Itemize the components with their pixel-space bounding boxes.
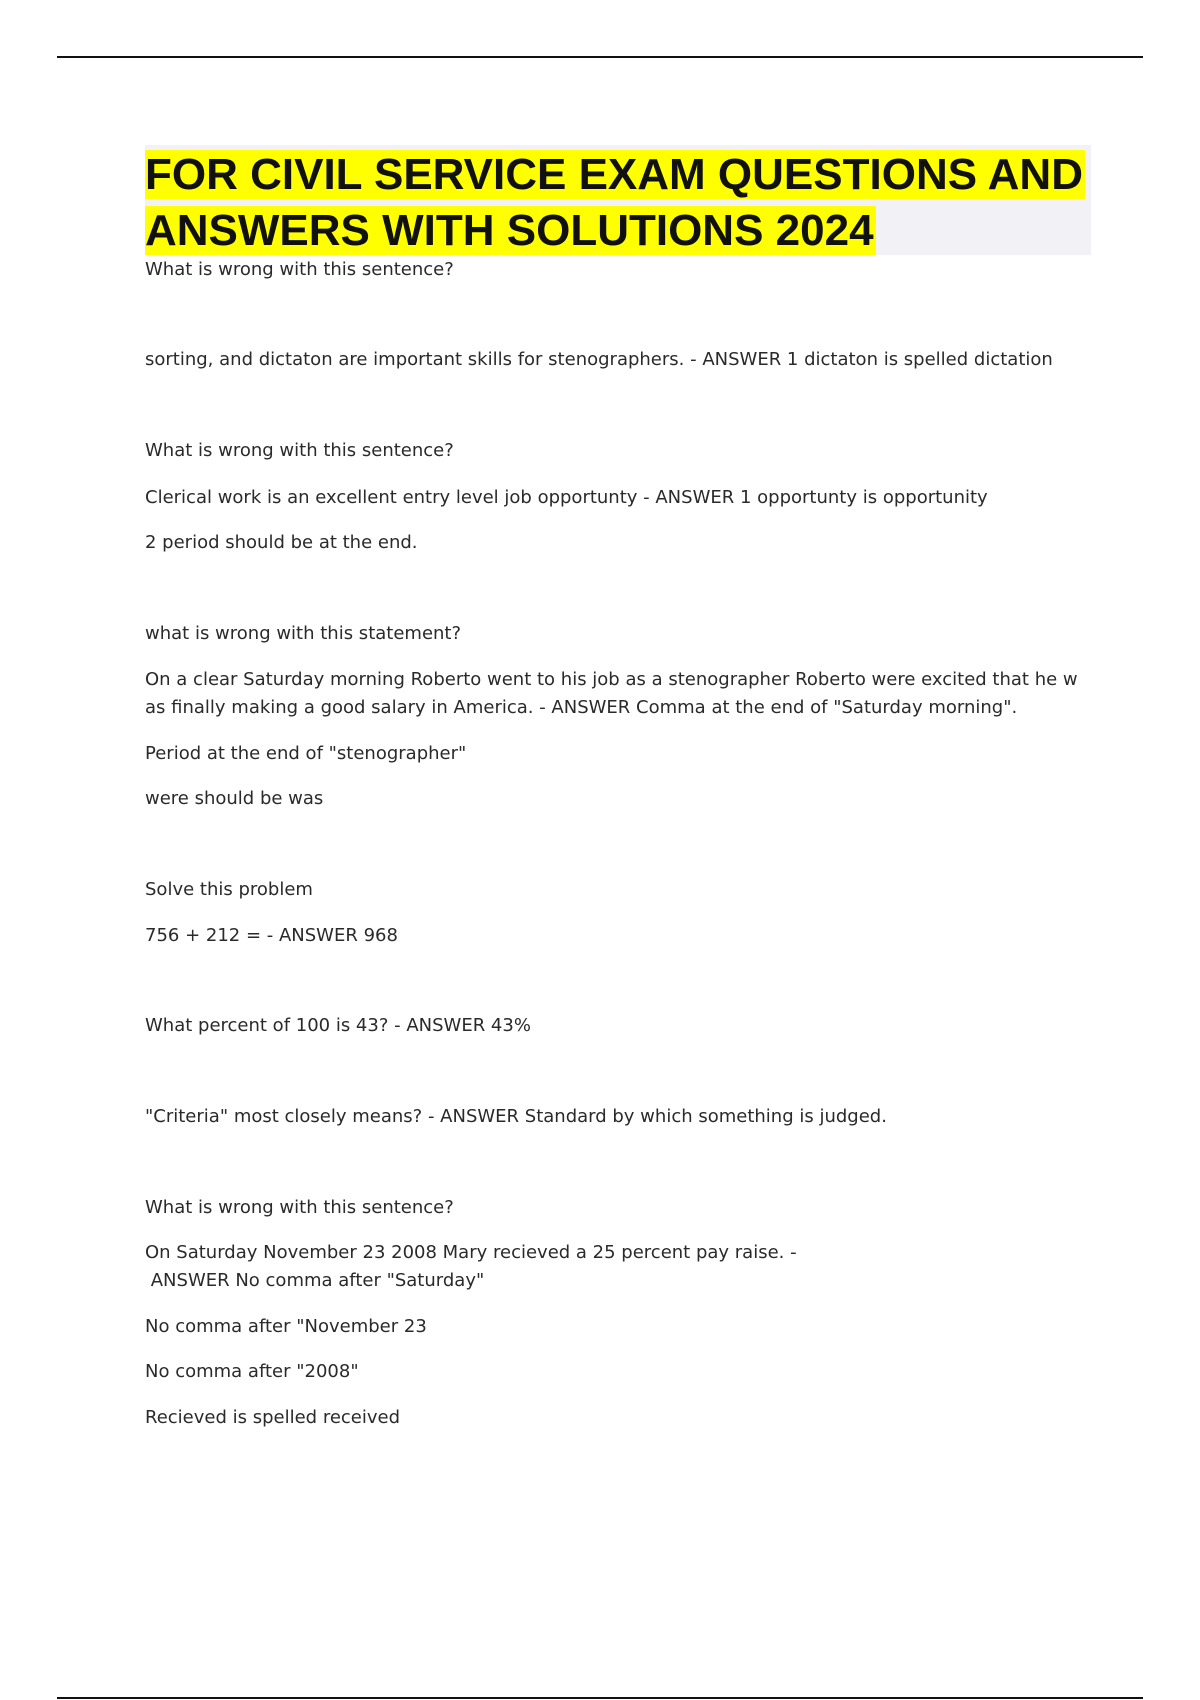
- question-7-answer: On Saturday November 23 2008 Mary recieved a 25 percent pay raise. - ANSWER No comma after "Saturday": [145, 1242, 797, 1291]
- question-2-answer-detail: 2 period should be at the end.: [145, 532, 418, 553]
- question-3-answer-detail-2: were should be was: [145, 788, 324, 809]
- question-7-answer-detail-2: No comma after "2008": [145, 1361, 359, 1382]
- question-7-prompt: What is wrong with this sentence?: [145, 1197, 454, 1218]
- top-rule: [57, 56, 1143, 58]
- bottom-rule: [57, 1697, 1143, 1699]
- document-title: [145, 147, 1105, 259]
- question-5: What percent of 100 is 43? - ANSWER 43%: [145, 1015, 531, 1036]
- question-4-prompt: Solve this problem: [145, 879, 313, 900]
- question-2-answer: Clerical work is an excellent entry level job opportunty - ANSWER 1 opportunty is opportunity: [145, 487, 988, 508]
- question-7-answer-detail-3: Recieved is spelled received: [145, 1407, 401, 1428]
- title-highlight: FOR CIVIL SERVICE EXAM QUESTIONS AND ANSWERS WITH SOLUTIONS 2024: [145, 150, 1083, 255]
- question-3-answer: On a clear Saturday morning Roberto went to his job as a stenographer Roberto were excited that he w as finally making a good salary in America. - ANSWER Comma at the end of "Saturday morning".: [145, 669, 1084, 718]
- question-7-answer-detail-1: No comma after "November 23: [145, 1316, 427, 1337]
- question-1-answer: sorting, and dictaton are important skills for stenographers. - ANSWER 1 dictaton is spelled dictation: [145, 349, 1053, 370]
- question-1-prompt: What is wrong with this sentence?: [145, 259, 454, 280]
- question-2-prompt: What is wrong with this sentence?: [145, 440, 454, 461]
- question-4-answer: 756 + 212 = - ANSWER 968: [145, 925, 398, 946]
- question-3-answer-detail-1: Period at the end of "stenographer": [145, 743, 467, 764]
- question-3-prompt: what is wrong with this statement?: [145, 623, 462, 644]
- question-6: "Criteria" most closely means? - ANSWER Standard by which something is judged.: [145, 1106, 887, 1127]
